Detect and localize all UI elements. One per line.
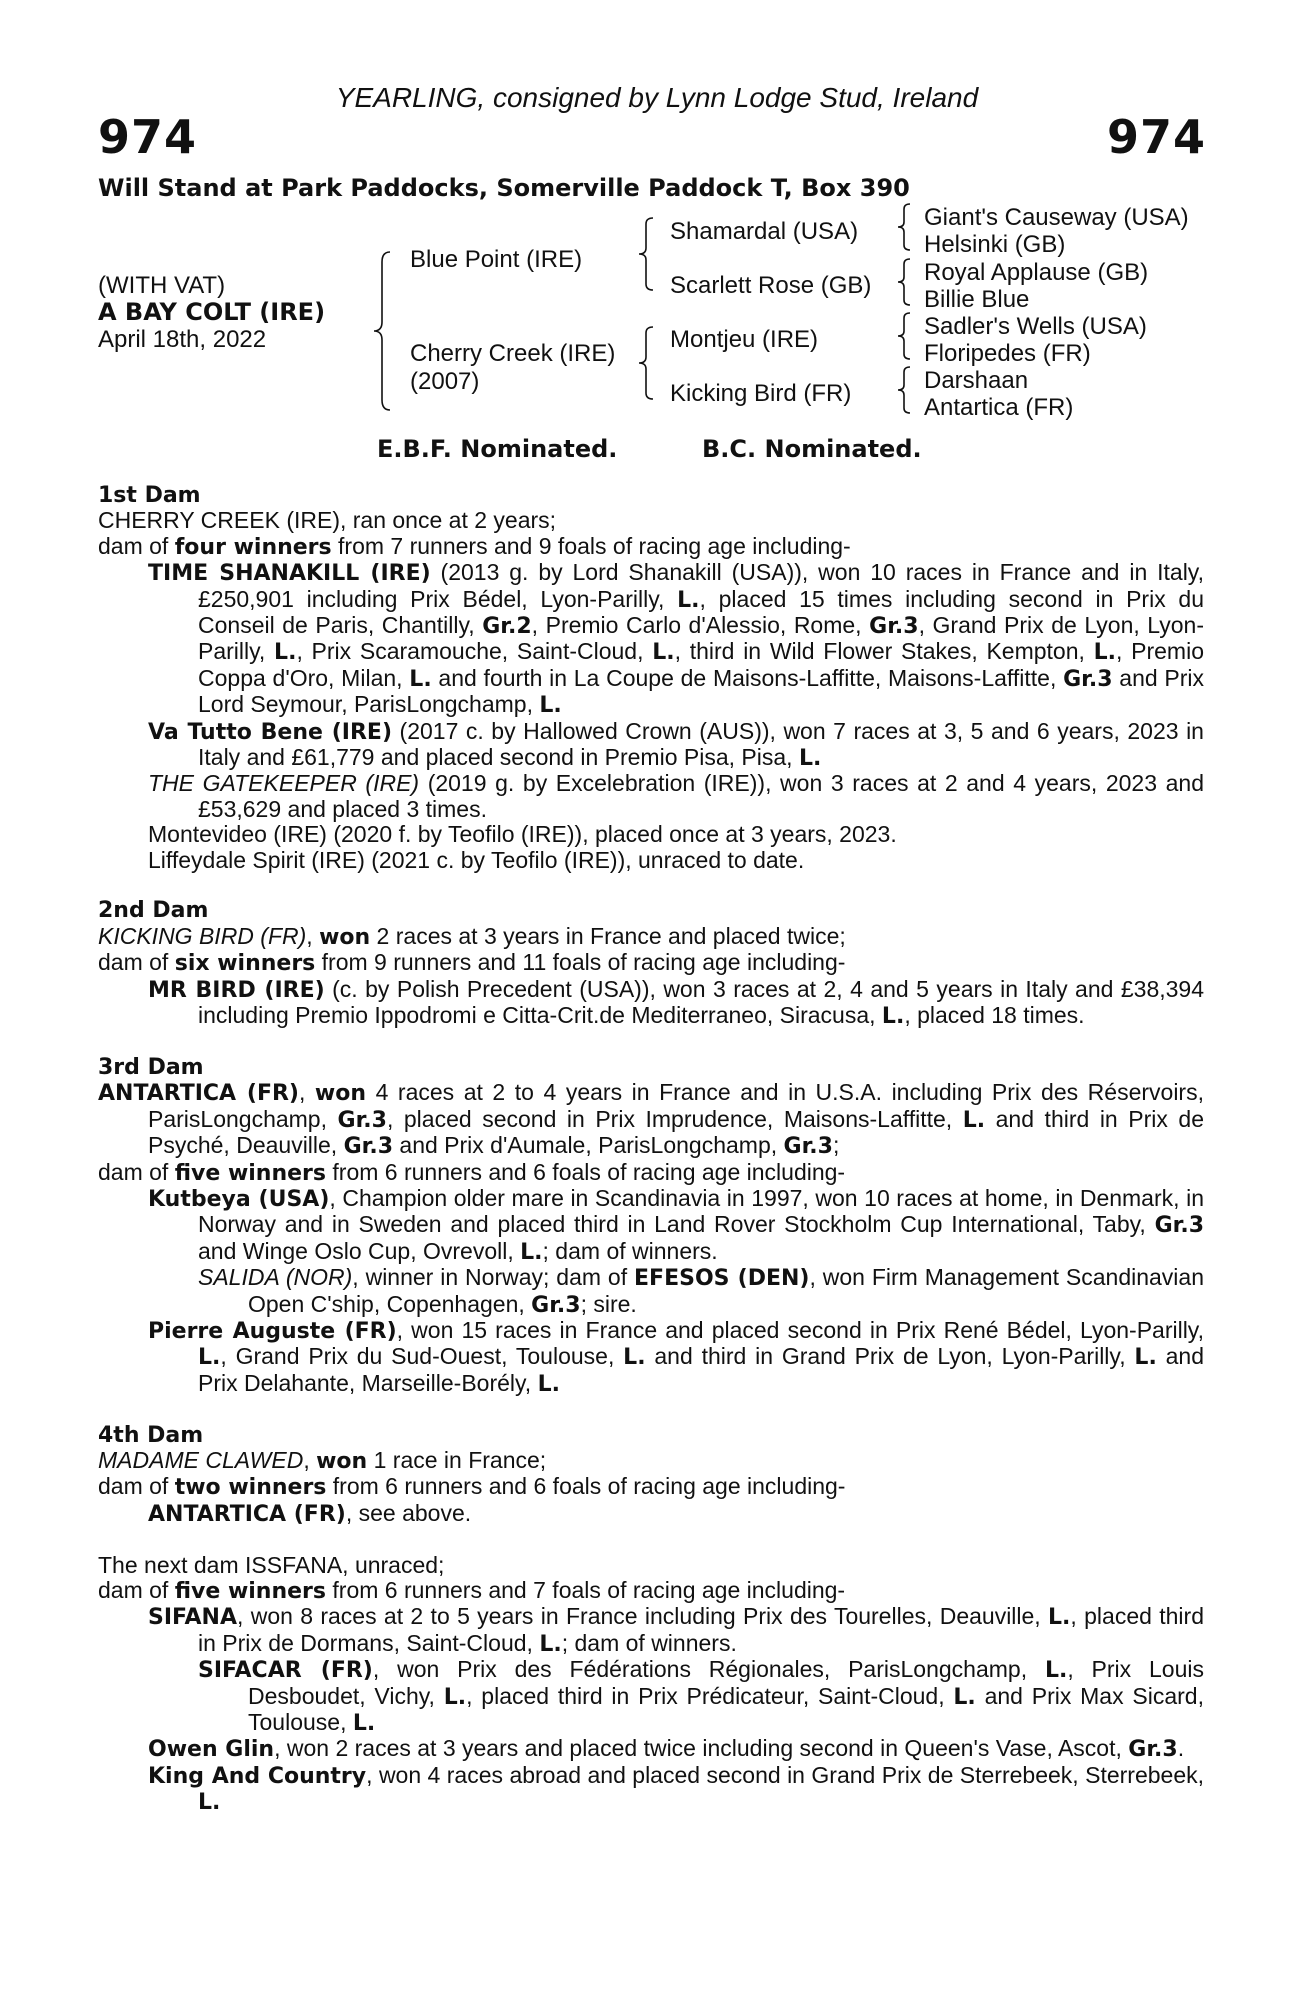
section-gap	[98, 1527, 1204, 1552]
text-run: , placed third in Prix Prédicateur, Saint-Cloud,	[466, 1682, 954, 1709]
section-gap	[98, 1030, 1204, 1055]
text-run: , placed third in Prix de Dormans, Saint-Cloud,	[198, 1603, 1204, 1656]
bold-run: Gr.3	[1128, 1737, 1178, 1763]
dam-dam: Kicking Bird (FR)	[670, 380, 852, 407]
dam-sire-dam: Floripedes (FR)	[924, 340, 1091, 367]
text-run: (2017 c. by Hallowed Crown (AUS)), won 7 races at 3, 5 and 6 years, 2023 in Italy and £61,779 and placed second in Premio Pisa, Pisa,	[198, 717, 1204, 771]
text-run: Liffeydale Spirit (IRE) (2021 c. by Teofilo (IRE)), unraced to date.	[148, 846, 805, 873]
bold-run: L.	[798, 746, 822, 772]
text-run: dam of	[98, 1577, 175, 1603]
italic-run: MADAME CLAWED	[98, 1446, 304, 1473]
sire-sire-sire: Giant's Causeway (USA)	[924, 204, 1189, 231]
dam-sire-sire: Sadler's Wells (USA)	[924, 313, 1147, 340]
text-run: , placed 18 times.	[904, 1002, 1085, 1029]
bold-run: Gr.2	[482, 614, 532, 640]
pedigree-notes	[98, 483, 1204, 1816]
text-run: dam of	[98, 1158, 175, 1185]
bold-run: Owen Glin	[148, 1737, 275, 1763]
bold-run: Kutbeya (USA)	[148, 1186, 330, 1212]
italic-run: THE GATEKEEPER (IRE)	[148, 770, 420, 797]
vat-note: (WITH VAT)	[98, 272, 226, 299]
text-run: (2019 g. by Excelebration (IRE)), won 3 races at 2 and 4 years, 2023 and £53,629 and placed 3 times.	[198, 770, 1204, 822]
bold-run: won	[319, 924, 371, 950]
dam-paragraph	[98, 1080, 1204, 1159]
progeny-entry	[148, 1501, 1204, 1527]
text-run: , won 8 races at 2 to 5 years in France including Prix des Tourelles, Deauville,	[237, 1603, 1049, 1630]
text-run: and fourth in La Coupe de Maisons-Laffitte, Maisons-Laffitte,	[431, 664, 1064, 691]
dam-paragraph	[98, 1578, 1204, 1604]
text-run: and Prix Lord Seymour, ParisLongchamp,	[198, 664, 1205, 718]
dam-paragraph	[98, 950, 1204, 976]
dam-paragraph	[98, 1474, 1204, 1500]
text-run: 4 races at 2 to 4 years in France and in U.S.A. including Prix des Réservoirs, ParisLongchamp,	[148, 1079, 1204, 1132]
bold-run: five winners	[174, 1579, 327, 1604]
text-run: , Premio Coppa d'Oro, Milan,	[198, 638, 1204, 691]
text-run: , Grand Prix du Sud-Ouest, Toulouse,	[220, 1343, 624, 1370]
dam-paragraph	[98, 1448, 1204, 1474]
dam-dam-sire: Darshaan	[924, 367, 1029, 394]
progeny-entry	[148, 848, 1204, 873]
pedigree-brace-ds	[894, 311, 914, 361]
text-run: ,	[298, 1079, 315, 1106]
bold-run: King And Country	[148, 1763, 367, 1789]
ebf-nominated: E.B.F. Nominated.	[377, 435, 618, 463]
progeny-entry	[148, 822, 1204, 847]
bold-run: SIFACAR (FR)	[198, 1658, 373, 1684]
text-run: , third in Wild Flower Stakes, Kempton,	[674, 638, 1094, 665]
bold-run: L.	[409, 666, 432, 692]
text-run: dam of	[98, 532, 175, 559]
text-run: 1 race in France;	[367, 1446, 547, 1473]
text-run: and Prix d'Aumale, ParisLongchamp,	[393, 1132, 784, 1159]
sire-sire-dam: Helsinki (GB)	[924, 231, 1066, 258]
text-run: ,	[303, 1446, 317, 1473]
text-run: , won 15 races in France and placed second in Prix René Bédel, Lyon-Parilly,	[396, 1316, 1204, 1343]
text-run: .	[1177, 1735, 1185, 1762]
bold-run: L.	[198, 1345, 221, 1371]
lot-number-right: 974	[1106, 110, 1206, 164]
text-run: 2 races at 3 years in France and placed twice;	[370, 922, 846, 949]
text-run: and Prix Max Sicard, Toulouse,	[248, 1682, 1204, 1736]
dam-paragraph	[98, 924, 1204, 950]
bold-run: L.	[520, 1239, 543, 1265]
pedigree-brace-dam	[635, 325, 657, 401]
dam-year: (2007)	[410, 368, 480, 395]
text-run: dam of	[98, 1473, 175, 1500]
text-run: Montevideo (IRE) (2020 f. by Teofilo (IRE)), placed once at 3 years, 2023.	[148, 821, 897, 848]
section-gap	[98, 1397, 1204, 1422]
dam-paragraph	[98, 508, 1204, 533]
text-run: , won Prix des Fédérations Régionales, ParisLongchamp,	[372, 1656, 1045, 1683]
pedigree-brace-ss	[894, 202, 914, 252]
bc-nominated: B.C. Nominated.	[702, 435, 922, 463]
text-run: ;	[832, 1132, 840, 1159]
progeny-entry	[148, 1604, 1204, 1657]
bold-run: won	[314, 1081, 367, 1107]
bold-run: L.	[537, 1371, 560, 1397]
dam-paragraph	[98, 1160, 1204, 1186]
text-run: , winner in Norway; dam of	[352, 1264, 635, 1291]
text-run: (c. by Polish Precedent (USA)), won 3 races at 2, 4 and 5 years in Italy and £38,394 including Premio Ippodromi e Citta-Crit.de Mediterraneo, Siracusa,	[198, 975, 1205, 1029]
bold-run: L.	[881, 1004, 905, 1030]
dam-heading: 4th Dam	[98, 1422, 204, 1448]
progeny-entry	[198, 1657, 1204, 1736]
bold-run: L.	[1048, 1605, 1071, 1631]
bold-run: L.	[623, 1345, 646, 1371]
progeny-entry	[148, 771, 1204, 822]
bold-run: Gr.3	[869, 614, 919, 640]
stand-location: Will Stand at Park Paddocks, Somerville Paddock T, Box 390	[98, 174, 910, 202]
pedigree-brace-dd	[894, 365, 914, 415]
text-run: (2013 g. by Lord Shanakill (USA)), won 10 races in France and in Italy, £250,901 including Prix Bédel, Lyon-Parilly,	[198, 559, 1204, 612]
text-run: , won Firm Management Scandinavian Open C'ship, Copenhagen,	[248, 1264, 1204, 1317]
text-run: , Premio Carlo d'Alessio, Rome,	[531, 612, 870, 639]
bold-run: L.	[677, 587, 700, 613]
colt-dob: April 18th, 2022	[98, 326, 267, 353]
text-run: and Prix Delahante, Marseille-Borély,	[198, 1343, 1205, 1396]
bold-run: Va Tutto Bene (IRE)	[148, 719, 392, 745]
bold-run: TIME SHANAKILL (IRE)	[148, 561, 431, 587]
bold-run: SIFANA	[148, 1605, 237, 1631]
text-run: ; sire.	[580, 1290, 637, 1317]
italic-run: KICKING BIRD (FR)	[98, 922, 307, 949]
section-gap	[98, 873, 1204, 898]
text-run: , Prix Louis Desboudet, Vichy,	[248, 1656, 1204, 1709]
bold-run: ANTARTICA (FR)	[148, 1501, 346, 1527]
bold-run: Gr.3	[531, 1292, 581, 1318]
dam-sire: Montjeu (IRE)	[670, 326, 819, 353]
sire: Blue Point (IRE)	[410, 246, 583, 273]
bold-run: L.	[539, 1631, 562, 1657]
text-run: CHERRY CREEK (IRE), ran once at 2 years;	[98, 507, 557, 534]
bold-run: MR BIRD (IRE)	[148, 977, 325, 1003]
text-run: , Champion older mare in Scandinavia in 1997, won 10 races at home, in Denmark, in Norway and in Sweden and placed third in Land Rover Stockholm Cup International, Taby,	[198, 1184, 1204, 1238]
bold-run: Gr.3	[337, 1107, 387, 1133]
lot-number-left: 974	[98, 110, 198, 164]
pedigree-brace-main	[370, 250, 394, 412]
progeny-entry	[148, 560, 1204, 718]
progeny-entry	[148, 1186, 1204, 1265]
bold-run: Gr.3	[783, 1134, 833, 1160]
text-run: from 6 runners and 6 foals of racing age including-	[326, 1473, 846, 1500]
progeny-entry	[148, 1318, 1204, 1397]
bold-run: L.	[539, 693, 562, 719]
bold-run: won	[316, 1448, 368, 1474]
text-run: from 7 runners and 9 foals of racing age including-	[331, 532, 851, 559]
bold-run: L.	[1044, 1658, 1068, 1684]
bold-run: Gr.3	[1154, 1213, 1204, 1239]
progeny-entry	[198, 1265, 1204, 1318]
text-run: and third in Grand Prix de Lyon, Lyon-Parilly,	[645, 1343, 1135, 1370]
text-run: , placed second in Prix Imprudence, Maisons-Laffitte,	[386, 1105, 963, 1132]
text-run: , won 4 races abroad and placed second in Grand Prix de Sterrebeek, Sterrebeek,	[366, 1761, 1205, 1788]
dam-paragraph	[98, 534, 1204, 560]
text-run: , won 2 races at 3 years and placed twice including second in Queen's Vase, Ascot,	[274, 1735, 1129, 1762]
text-run: and third in Prix de Psyché, Deauville,	[148, 1105, 1204, 1159]
bold-run: L.	[198, 1790, 221, 1816]
bold-run: Gr.3	[1063, 666, 1113, 692]
text-run: from 6 runners and 7 foals of racing age including-	[326, 1577, 846, 1603]
bold-run: Gr.3	[343, 1134, 394, 1160]
text-run: from 6 runners and 6 foals of racing age including-	[326, 1158, 846, 1185]
bold-run: L.	[652, 640, 675, 666]
italic-run: SALIDA (NOR)	[198, 1264, 353, 1291]
text-run: ; dam of winners.	[542, 1237, 718, 1264]
pedigree-brace-sd	[894, 257, 914, 307]
dam-paragraph	[98, 1553, 1204, 1578]
text-run: ; dam of winners.	[561, 1629, 737, 1656]
text-run: , see above.	[345, 1499, 472, 1526]
dam-heading: 1st Dam	[98, 483, 201, 508]
text-run: , Prix Scaramouche, Saint-Cloud,	[296, 638, 653, 665]
text-run: , Grand Prix de Lyon, Lyon-Parilly,	[198, 612, 1204, 665]
bold-run: L.	[953, 1684, 976, 1710]
bold-run: six winners	[174, 951, 316, 977]
text-run: dam of	[98, 949, 175, 976]
dam-heading: 2nd Dam	[98, 898, 209, 924]
consignor-line: YEARLING, consigned by Lynn Lodge Stud, Ireland	[335, 82, 979, 113]
progeny-entry	[148, 719, 1204, 772]
sire-dam-dam: Billie Blue	[924, 286, 1030, 313]
text-run: ,	[306, 922, 320, 949]
bold-run: L.	[274, 640, 297, 666]
bold-run: Pierre Auguste (FR)	[148, 1318, 397, 1344]
progeny-entry	[148, 1763, 1204, 1816]
bold-run: L.	[962, 1107, 986, 1133]
text-run: The next dam ISSFANA, unraced;	[98, 1551, 445, 1578]
progeny-entry	[148, 977, 1204, 1030]
bold-run: L.	[1134, 1345, 1157, 1371]
bold-run: two winners	[174, 1475, 327, 1501]
dam-dam-dam: Antartica (FR)	[924, 394, 1074, 421]
bold-run: L.	[1093, 640, 1117, 666]
text-run: , placed 15 times including second in Prix du Conseil de Paris, Chantilly,	[198, 585, 1204, 639]
bold-run: L.	[443, 1684, 467, 1710]
progeny-entry	[148, 1736, 1204, 1762]
bold-run: five winners	[174, 1160, 327, 1186]
bold-run: L.	[352, 1711, 376, 1737]
colt-name: A BAY COLT (IRE)	[98, 298, 326, 326]
dam: Cherry Creek (IRE)	[410, 340, 616, 367]
text-run: and Winge Oslo Cup, Ovrevoll,	[198, 1237, 521, 1264]
bold-run: four winners	[174, 534, 332, 560]
bold-run: ANTARTICA (FR)	[98, 1081, 299, 1107]
sire-dam-sire: Royal Applause (GB)	[924, 259, 1149, 286]
bold-run: EFESOS (DEN)	[634, 1266, 810, 1292]
dam-heading: 3rd Dam	[98, 1054, 204, 1080]
text-run: from 9 runners and 11 foals of racing age including-	[315, 949, 846, 976]
pedigree-brace-sire	[635, 216, 657, 292]
sire-sire: Shamardal (USA)	[670, 218, 859, 245]
sire-dam: Scarlett Rose (GB)	[670, 272, 872, 299]
